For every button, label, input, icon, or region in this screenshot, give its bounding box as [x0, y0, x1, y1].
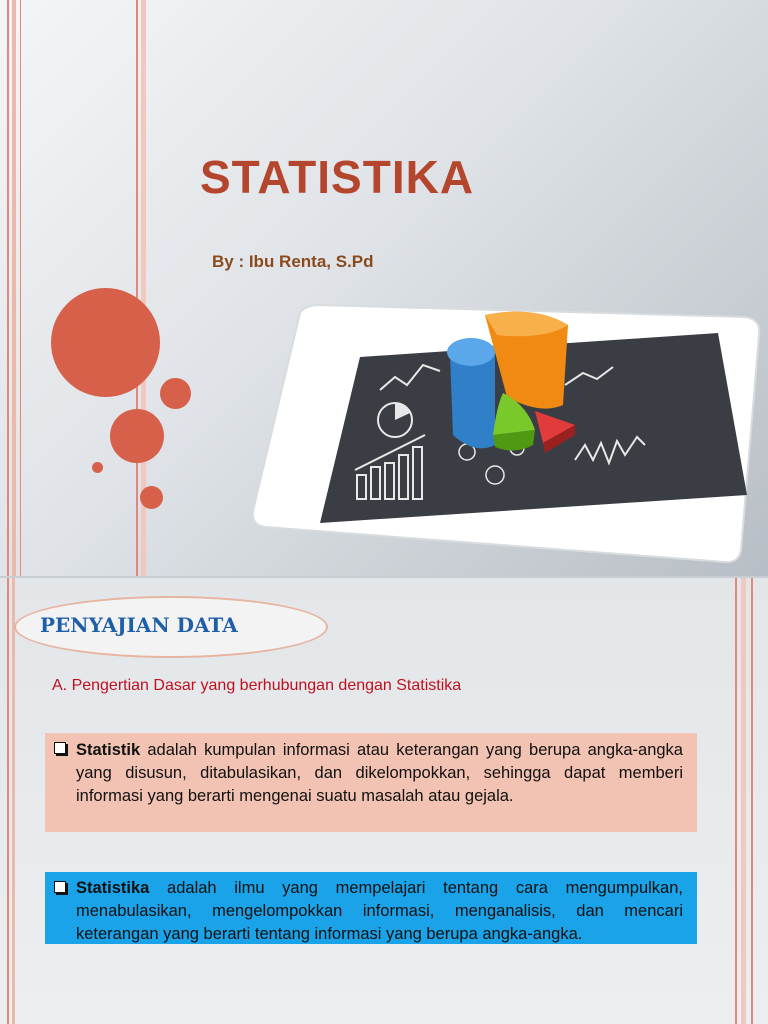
subheading: A. Pengertian Dasar yang berhubungan dengan Statistika [52, 677, 462, 694]
decorative-circle [110, 409, 164, 463]
decorative-stripe [7, 578, 9, 1024]
definition-term: Statistik [76, 741, 141, 759]
definition-statistika [45, 872, 697, 944]
decorative-circle [160, 378, 191, 409]
definition-text: adalah kumpulan informasi atau keterangan yang berupa angka-angka yang disusun, ditabulasikan, dan dikelompokkan, sehingga dapat memberi informasi yang berarti mengenai suatu masalah atau gejala. [76, 741, 683, 805]
decorative-stripe [12, 578, 15, 1024]
decorative-stripe [735, 578, 737, 1024]
section-title: PENYAJIAN DATA [40, 613, 238, 637]
decorative-circle [140, 486, 163, 509]
decorative-stripe [20, 0, 21, 576]
definition-term: Statistika [76, 879, 150, 897]
decorative-circle-large [51, 288, 160, 397]
author-byline: By : Ibu Renta, S.Pd [212, 252, 374, 271]
definition-text: adalah ilmu yang mempelajari tentang cara mengumpulkan, menabulasikan, mengelompokkan informasi, menganalisis, dan mencari keterangan yang berarti tentang informasi yang berupa angka-angka. [76, 879, 683, 943]
decorative-stripe [741, 578, 746, 1024]
checkbox-bullet-icon [54, 881, 66, 893]
decorative-stripe [7, 0, 9, 576]
definition-statistik [45, 733, 697, 832]
decorative-stripe [136, 0, 138, 576]
decorative-stripe [751, 578, 753, 1024]
decorative-stripe [12, 0, 16, 576]
decorative-circle [92, 462, 103, 473]
statistics-chart-illustration [245, 295, 765, 570]
slide-title: STATISTIKA [200, 151, 475, 203]
checkbox-bullet-icon [54, 742, 66, 754]
